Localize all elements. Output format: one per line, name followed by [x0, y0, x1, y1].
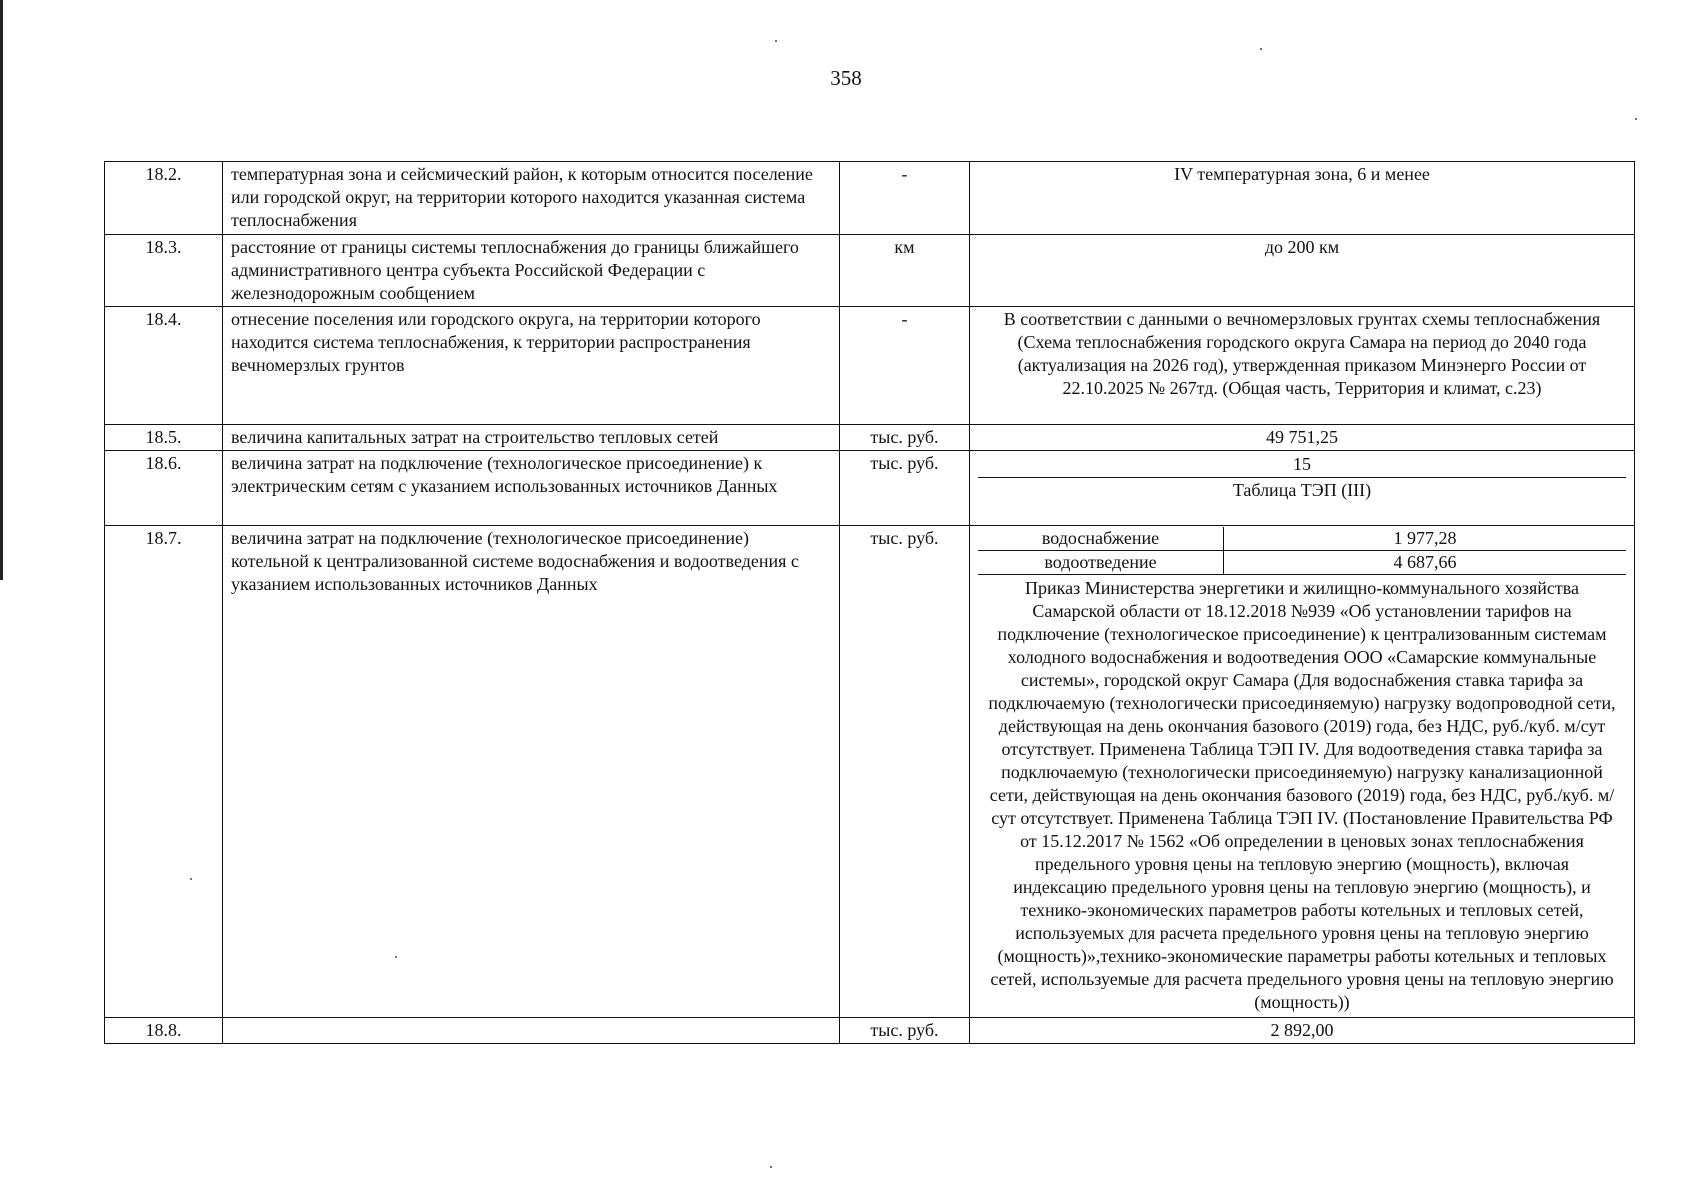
row-description: температурная зона и сейсмический район, к которым относится поселение или городской округ, на территории которого находится указанная система теплоснабжения: [223, 162, 840, 235]
table-row: [105, 526, 1635, 1018]
row-description: величина затрат на подключение (технологическое присоединение) к электрическим сетям с указанием использованных источников Данных: [223, 451, 840, 526]
row-value-cell: [970, 451, 1635, 526]
row-unit: -: [840, 162, 970, 235]
row-value: 2 892,00: [970, 1018, 1635, 1044]
row-description: расстояние от границы системы теплоснабжения до границы ближайшего административного центра субъекта Российской Федерации с железнодорожным сообщением: [223, 235, 840, 307]
row-value: 15: [1293, 454, 1311, 474]
row-value: до 200 км: [970, 235, 1635, 307]
row-number: 18.7.: [105, 526, 223, 1018]
row-number: 18.5.: [105, 425, 223, 451]
row-source: Таблица ТЭП (III): [978, 477, 1626, 524]
table-row: [105, 235, 1635, 307]
scan-speck: [1635, 118, 1637, 120]
water-supply-label: водоснабжение: [1041, 528, 1160, 548]
row-value: IV температурная зона, 6 и менее: [970, 162, 1635, 235]
row-description: отнесение поселения или городского округа, на территории которого находится система теплоснабжения, к территории распространения вечномерзлых грунтов: [223, 307, 840, 425]
scan-speck: [775, 40, 777, 42]
sewerage-subrow: [978, 551, 1626, 575]
row-unit: тыс. руб.: [840, 425, 970, 451]
row-description: [223, 1018, 840, 1044]
row-number: 18.6.: [105, 451, 223, 526]
parameters-table: [104, 161, 1635, 1044]
scan-speck: [1260, 48, 1262, 50]
row-number: 18.2.: [105, 162, 223, 235]
row-description: величина капитальных затрат на строительство тепловых сетей: [223, 425, 840, 451]
row-description: величина затрат на подключение (технологическое присоединение) котельной к централизованной системе водоснабжения и водоотведения с указанием использованных источников Данных: [223, 526, 840, 1018]
table-row: [105, 1018, 1635, 1044]
row-number: 18.3.: [105, 235, 223, 307]
row-unit: км: [840, 235, 970, 307]
page-number: 358: [830, 66, 862, 90]
row-unit: -: [840, 307, 970, 425]
row-unit: тыс. руб.: [840, 1018, 970, 1044]
water-supply-value: 1 977,28: [1223, 527, 1626, 550]
scan-speck: [770, 1166, 772, 1168]
row-value-cell: [970, 526, 1635, 1018]
row-source: Приказ Министерства энергетики и жилищно-коммунального хозяйства Самарской области от 18.12.2018 №939 «Об установлении тарифов на подключение (технологическое присоединение) к централизованным системам холодного водоснабжения и водоотведения ООО «Самарские коммунальные системы», городской округ Самара (Для водоснабжения ставка тарифа за подключаемую (технологически присоединяемую) нагрузку водопроводной сети, действующая на день окончания базового (2019) года, без НДС, руб./куб. м/сут отсутствует. Применена Таблица ТЭП IV. Для водоотведения ставка тарифа за подключаемую (технологически присоединяемую) нагрузку канализационной сети, действующая на день окончания базового (2019) года, без НДС, руб./куб. м/сут отсутствует. Применена Таблица ТЭП IV. (Постановление Правительства РФ от 15.12.2017 № 1562 «Об определении в ценовых зонах теплоснабжения предельного уровня цены на тепловую энергию (мощность), включая индексацию предельного уровня цены на тепловую энергию (мощность), и технико-экономических параметров работы котельных и тепловых сетей, используемых для расчета предельного уровня цены на тепловую энергию (мощность)»,технико-экономические параметры работы котельных и тепловых сетей, используемые для расчета предельного уровня цены на тепловую энергию (мощность)): [988, 578, 1616, 1012]
table-row: [105, 162, 1635, 235]
row-number: 18.8.: [105, 1018, 223, 1044]
table-row: [105, 425, 1635, 451]
row-unit: тыс. руб.: [840, 526, 970, 1018]
sewerage-value: 4 687,66: [1223, 551, 1626, 574]
table-row: [105, 451, 1635, 526]
table-row: [105, 307, 1635, 425]
row-number: 18.4.: [105, 307, 223, 425]
sewerage-label: водоотведение: [1044, 552, 1157, 572]
row-value: 49 751,25: [970, 425, 1635, 451]
row-unit: тыс. руб.: [840, 451, 970, 526]
water-supply-subrow: [978, 527, 1626, 551]
row-value: В соответствии с данными о вечномерзловых грунтах схемы теплоснабжения (Схема теплоснабжения городского округа Самара на период до 2040 года (актуализация на 2026 год), утвержденная приказом Минэнерго России от 22.10.2025 № 267тд. (Общая часть, Территория и климат, с.23): [970, 307, 1635, 425]
